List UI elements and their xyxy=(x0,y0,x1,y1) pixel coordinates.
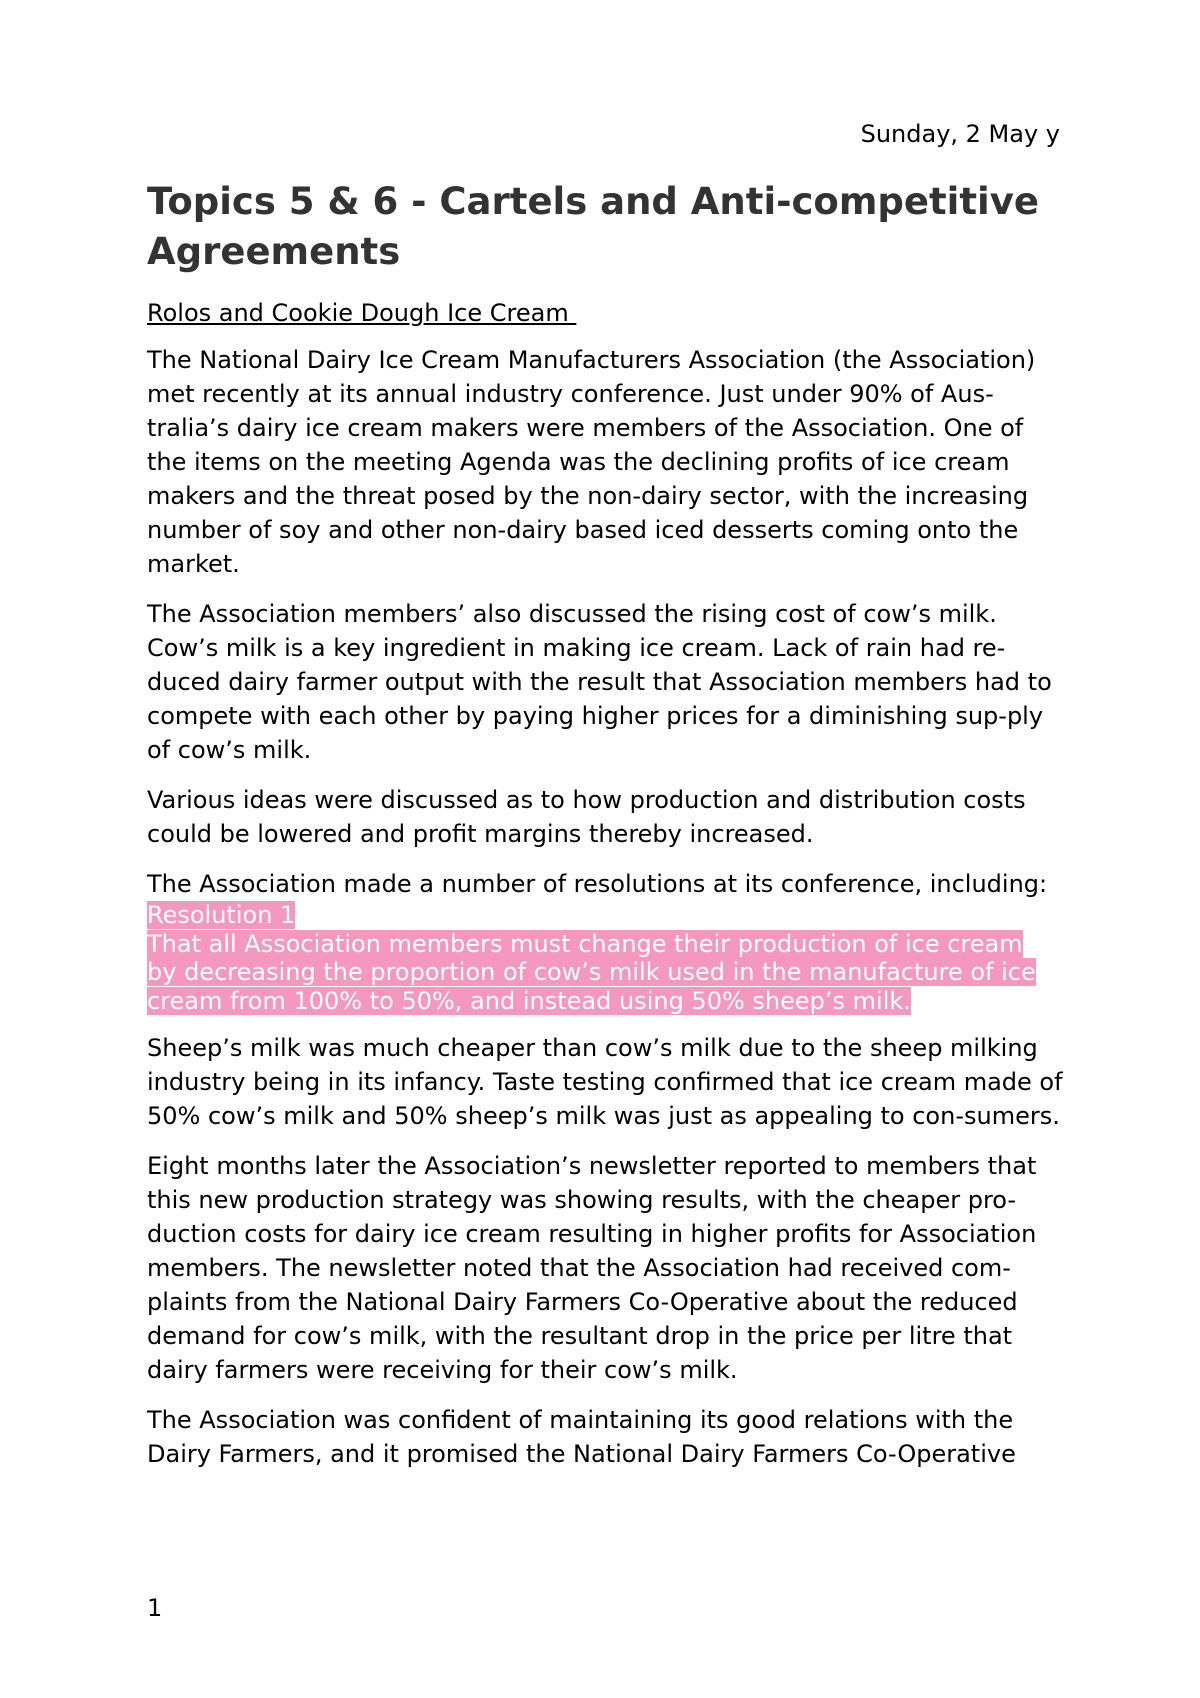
resolution-line: by decreasing the proportion of cow’s milk used in the manufacture of ice xyxy=(147,958,1036,986)
paragraph: Various ideas were discussed as to how production and distribution costs could be lowered and profit margins thereby increased. xyxy=(147,786,1026,848)
resolution-highlight xyxy=(147,901,1067,1015)
document-title: Topics 5 & 6 - Cartels and Anti-competitive Agreements xyxy=(147,180,1039,273)
page-number: 1 xyxy=(147,1594,163,1622)
paragraph: Eight months later the Association’s newsletter reported to members that this new production strategy was showing results, with the cheaper pro-duction costs for dairy ice cream resulting in higher profits for Association members. The newsletter noted that the Association had received com-plaints from the National Dairy Farmers Co-Operative about the reduced demand for cow’s milk, with the resultant drop in the price per litre that dairy farmers were receiving for their cow’s milk. xyxy=(147,1152,1037,1384)
case-subheading: Rolos and Cookie Dough Ice Cream xyxy=(147,299,577,327)
paragraph: The National Dairy Ice Cream Manufacturers Association (the Association) met recently at its annual industry conference. Just under 90% of Aus-tralia’s dairy ice cream makers were members of the Association. One of the items on the meeting Agenda was the declining profits of ice cream makers and the threat posed by the non-dairy sector, with the increasing number of soy and other non-dairy based iced desserts coming onto the market. xyxy=(147,346,1036,578)
resolution-heading: Resolution 1 xyxy=(147,901,296,929)
paragraph: The Association was confident of maintaining its good relations with the Dairy Farmers, and it promised the National Dairy Farmers Co-Operative xyxy=(147,1406,1016,1468)
paragraph-resolutions-intro: The Association made a number of resolutions at its conference, including: xyxy=(147,870,1048,898)
resolution-line: That all Association members must change their production of ice cream xyxy=(147,929,1023,958)
resolution-line: cream from 100% to 50%, and instead using 50% sheep’s milk. xyxy=(147,986,911,1015)
paragraph: The Association members’ also discussed the rising cost of cow’s milk. Cow’s milk is a key ingredient in making ice cream. Lack of rain had re-duced dairy farmer output with the result that Association members had to compete with each other by paying higher prices for a diminishing sup-ply of cow’s milk. xyxy=(147,600,1052,764)
document-date: Sunday, 2 May y xyxy=(860,120,1060,148)
paragraph: Sheep’s milk was much cheaper than cow’s milk due to the sheep milking industry being in its infancy. Taste testing confirmed that ice cream made of 50% cow’s milk and 50% sheep’s milk was just as appealing to con-sumers. xyxy=(147,1034,1063,1130)
document-body xyxy=(147,177,1067,1487)
